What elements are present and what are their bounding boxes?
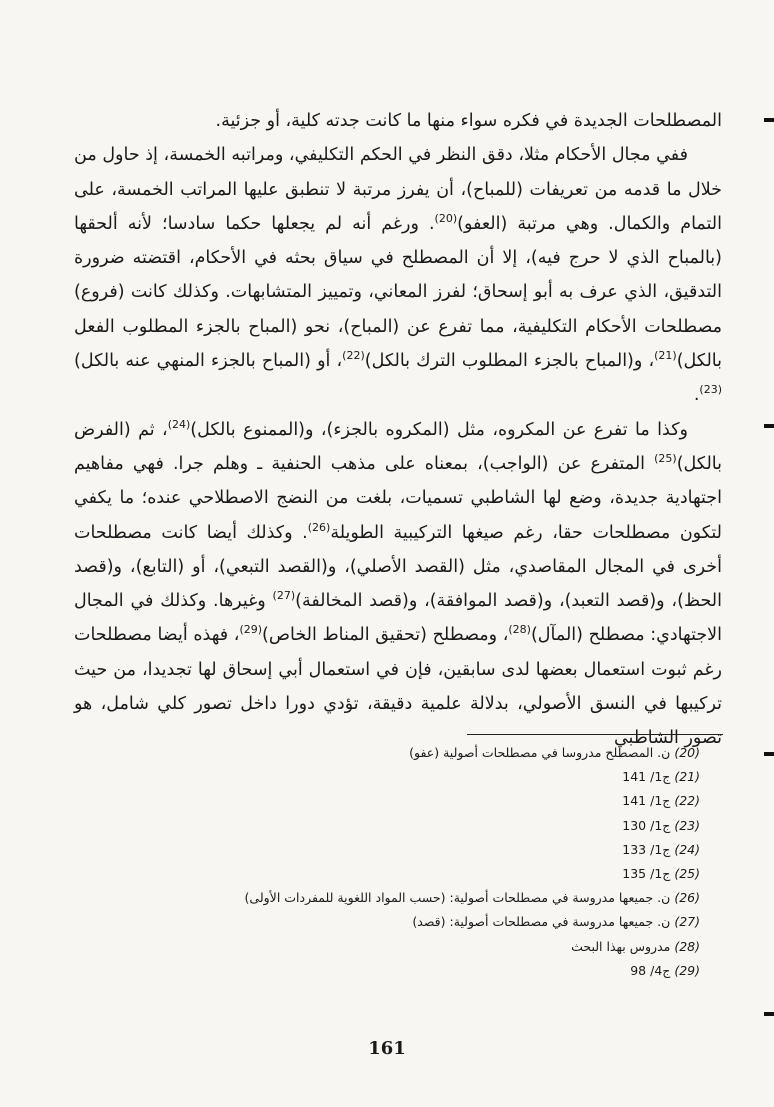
paragraph-text: المتفرع عن (الواجب)، بمعناه على مذهب الحنفية ـ وهلم جرا. فهي مفاهيم اجتهادية جديدة، وضع لها الشاطبي تسميات، بلغت من النضج الاصطلاحي عنده؛ ما يكفي لتكون مصطلحات حقا، رغم صيغها التركيبية الطويلة [74,453,722,543]
footnote-item [180,886,700,910]
footnote-item [180,741,700,765]
footnote-number: (22) [674,793,700,809]
footnote-number: (26) [674,890,700,906]
footnote-reference: (20) [434,212,458,226]
footnote-reference: (23) [699,383,722,397]
paragraph-text: المصطلحات الجديدة في فكره سواء منها ما كانت جدته كلية، أو جزئية. [215,111,722,131]
body-paragraph [74,104,722,138]
margin-edge-mark [764,424,774,428]
footnote-reference: (21) [654,349,677,363]
footnote-number: (21) [674,769,700,785]
footnote-number: (25) [674,866,700,882]
footnote-item [180,862,700,886]
footnote-item [180,910,700,934]
page-number: 161 [368,1038,406,1059]
margin-edge-mark [764,1012,774,1016]
paragraph-text: . [693,385,700,406]
footnote-text: ج1/ 141 [622,793,675,809]
footnote-number: (20) [674,745,700,760]
footnote-item [180,935,700,959]
body-paragraph [74,413,722,756]
footnote-text: ن. جميعها مدروسة في مصطلحات أصولية: (قصد) [412,914,675,930]
footnote-item [180,814,700,838]
footnote-reference: (24) [167,417,191,431]
paragraph-text: وكذا ما تفرع عن المكروه، مثل (المكروه بالجزء)، و(الممنوع بالكل) [190,419,689,440]
paragraph-text: . ورغم أنه لم يجعلها حكما سادسا؛ لأنه ألحقها (بالمباح الذي لا حرج فيه)، إلا أن المصطلح في سياق بحثه في الأحكام، اقتضته ضرورة التدقيق، الذي عرف به أبو إسحاق؛ لفرز المعاني، وتمييز المتشابهات. وكذلك كانت (فروع) مصطلحات الأحكام التكليفية، مما تفرع عن (المباح)، نحو (المباح بالجزء المطلوب الفعل بالكل) [74,213,722,372]
paragraph-text: وغيرها. وكذلك في المجال الاجتهادي: مصطلح (المآل) [74,591,723,646]
paragraph-text: ، ثم (الفرض بالكل) [74,419,722,474]
body-paragraph [74,138,722,412]
footnote-number: (28) [674,938,700,954]
footnote-item [180,838,700,862]
footnote-text: ج1/ 130 [622,817,675,833]
footnote-reference: (26) [307,520,331,534]
footnote-separator-rule [467,734,723,735]
footnote-text: مدروس بهذا البحث [571,938,675,954]
body-text [74,104,722,756]
footnote-number: (29) [674,962,700,978]
footnote-number: (23) [674,817,700,833]
margin-edge-mark [764,752,774,756]
footnote-text: ن. المصطلح مدروسا في مصطلحات أصولية (عفو) [409,745,675,760]
footnote-reference: (25) [654,452,677,466]
footnote-item [180,789,700,813]
footnote-reference: (29) [239,623,263,637]
footnote-text: ج1/ 141 [622,769,675,785]
footnote-text: ن. جميعها مدروسة في مصطلحات أصولية: (حسب المواد اللغوية للمفردات الأولى) [244,890,675,906]
paragraph-text: ، فهذه أيضا مصطلحات رغم ثبوت استعمال بعضها لدى سابقين، فإن في استعمال أبي إسحاق لها تجديدا، من حيث تركيبها في النسق الأصولي، بدلالة علمية دقيقة، تؤدي دورا داخل تصور كلي شامل، هو تصور الشاطبي [74,625,722,749]
footnote-text: ج4/ 98 [630,962,675,978]
footnote-item [180,959,700,983]
footnote-reference: (28) [508,623,531,637]
paragraph-text: ، ومصطلح (تحقيق المناط الخاص) [262,625,509,646]
paragraph-text: . وكذلك أيضا كانت مصطلحات أخرى في المجال المقاصدي، مثل (القصد الأصلي)، و(القصد التبعي)، أو (التابع)، و(قصد الحظ)، و(قصد التعبد)، و(قصد الموافقة)، و(قصد المخالفة) [74,522,723,612]
footnote-reference: (22) [342,349,365,363]
margin-edge-mark [764,118,774,122]
footnote-number: (24) [674,841,700,857]
paragraph-text: ففي مجال الأحكام مثلا، دقق النظر في الحكم التكليفي، ومراتبه الخمسة، إذ حاول من خلال ما قدمه من تعريفات (للمباح)، أن يفرز مرتبة لا تنطبق عليها المراتب الخمسة، على التمام والكمال. وهي مرتبة (العفو) [74,145,722,234]
footnote-text: ج1/ 135 [622,866,675,882]
footnote-text: ج1/ 133 [622,841,675,857]
footnote-reference: (27) [272,589,296,603]
footnotes-list [180,741,700,983]
paragraph-text: ، و(المباح بالجزء المطلوب الترك بالكل) [364,351,655,372]
paragraph-text: ، أو (المباح بالجزء المنهي عنه بالكل) [74,351,343,372]
footnote-item [180,765,700,789]
footnote-number: (27) [674,914,700,930]
